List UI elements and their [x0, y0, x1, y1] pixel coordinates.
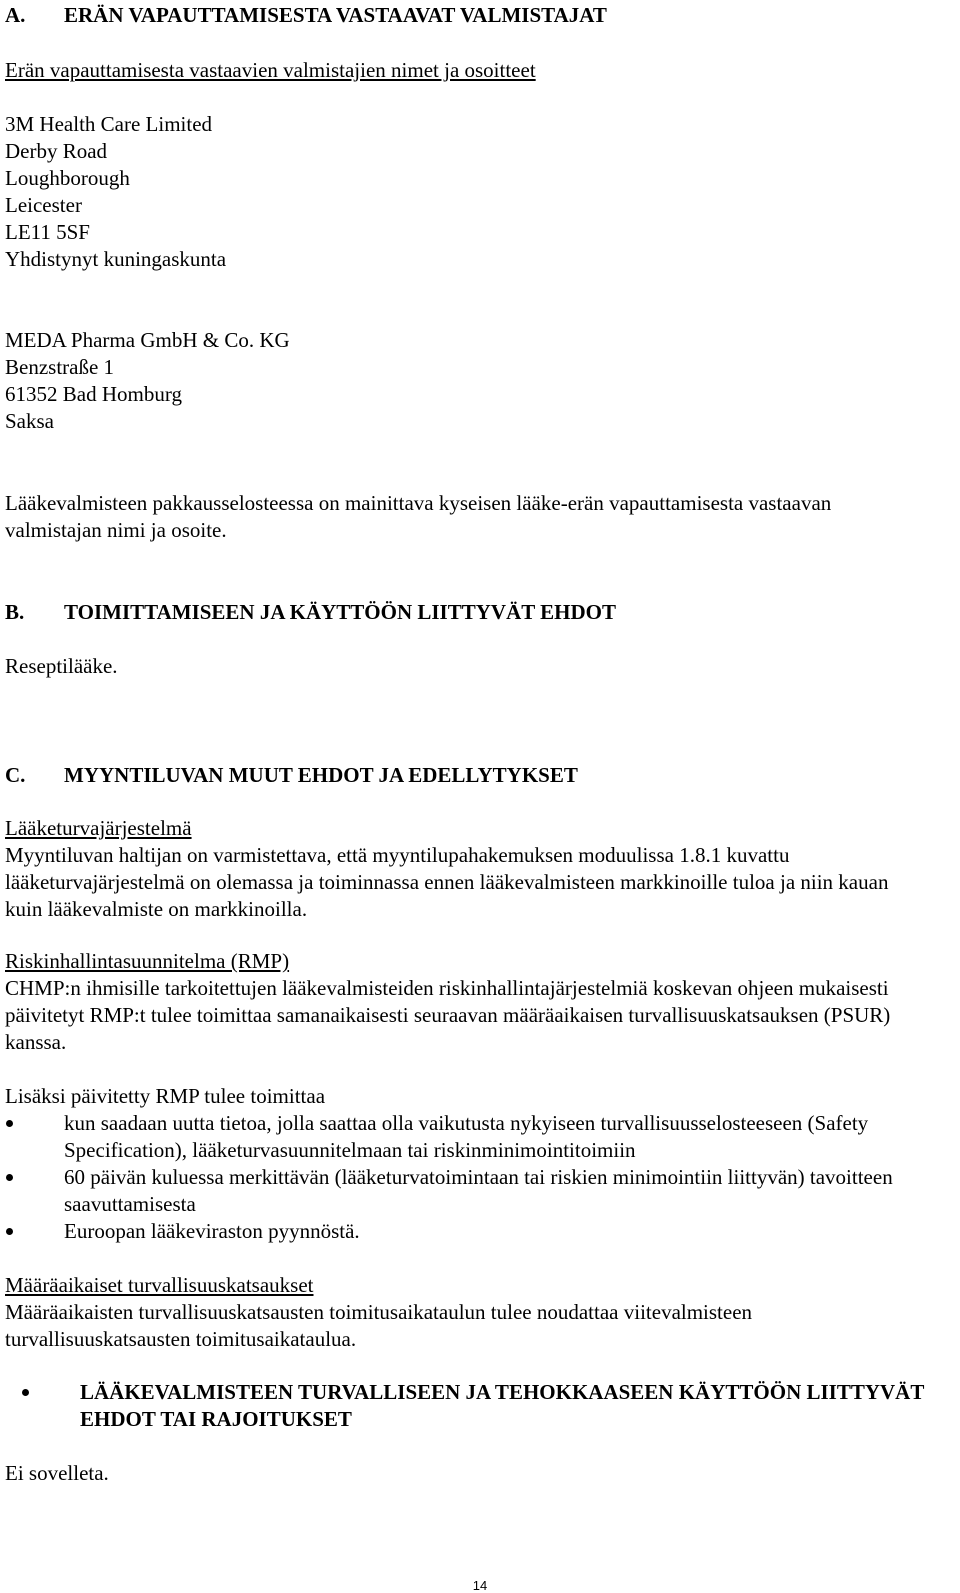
section-a-title: ERÄN VAPAUTTAMISESTA VASTAAVAT VALMISTAJAT	[64, 3, 607, 27]
address-line: Derby Road	[5, 139, 108, 163]
section-b-heading	[5, 599, 940, 626]
address-line: Saksa	[5, 409, 54, 433]
section-a-subheading: Erän vapauttamisesta vastaavien valmistajien nimet ja osoitteet	[5, 58, 536, 82]
rmp-text: CHMP:n ihmisille tarkoitettujen lääkevalmisteiden riskinhallintajärjestelmiä koskevan ohjeen mukaisesti päivitetyt RMP:t tulee toimittaa samanaikaisesti seuraavan määräaikaisen turvallisuuskatsauksen (PSUR) kanssa.	[5, 976, 891, 1054]
section-b-title: TOIMITTAMISEEN JA KÄYTTÖÖN LIITTYVÄT EHDOT	[64, 600, 616, 624]
bullet-icon	[6, 1228, 13, 1235]
manufacturer-2-address	[5, 327, 940, 435]
address-line: Yhdistynyt kuningaskunta	[5, 247, 227, 271]
section-a-letter: A.	[5, 3, 26, 27]
section-c-letter: C.	[5, 763, 26, 787]
section-b-text: Reseptilääke.	[5, 654, 118, 678]
bullet-icon	[6, 1120, 13, 1127]
list-item	[5, 1110, 940, 1164]
address-line: LE11 5SF	[5, 220, 90, 244]
psur-heading: Määräaikaiset turvallisuuskatsaukset	[5, 1273, 314, 1297]
list-item	[5, 1164, 940, 1218]
conditions-title: LÄÄKEVALMISTEEN TURVALLISEEN JA TEHOKKAASEEN KÄYTTÖÖN LIITTYVÄT EHDOT TAI RAJOITUKSET	[80, 1380, 924, 1431]
list-item	[5, 1218, 940, 1245]
rmp-update-intro: Lisäksi päivitetty RMP tulee toimittaa	[5, 1084, 326, 1108]
bullet-icon	[6, 1174, 13, 1181]
section-c-heading	[5, 762, 940, 789]
address-line: Benzstraße 1	[5, 355, 115, 379]
section-c-title: MYYNTILUVAN MUUT EHDOT JA EDELLYTYKSET	[64, 763, 578, 787]
manufacturer-1-address	[5, 111, 940, 273]
psur-text: Määräaikaisten turvallisuuskatsausten toimitusaikataulun tulee noudattaa viitevalmisteen turvallisuuskatsausten toimitusaikataulua.	[5, 1300, 753, 1351]
address-line: MEDA Pharma GmbH & Co. KG	[5, 328, 290, 352]
section-b-letter: B.	[5, 600, 25, 624]
list-item-text: kun saadaan uutta tietoa, jolla saattaa olla vaikutusta nykyiseen turvallisuusselosteeseen (Safety Specification), lääketurvasuunnitelmaan tai riskinminimointitoimiin	[64, 1111, 869, 1162]
page-number: 14	[472, 1578, 488, 1593]
list-item-text: 60 päivän kuluessa merkittävän (lääketurvatoimintaan tai riskien minimointiin liittyvän) tavoitteen saavuttamisesta	[64, 1165, 893, 1216]
address-line: Loughborough	[5, 166, 130, 190]
pv-heading: Lääketurvajärjestelmä	[5, 816, 192, 840]
section-a-heading	[5, 2, 940, 29]
bullet-icon	[22, 1389, 29, 1396]
address-line: 61352 Bad Homburg	[5, 382, 182, 406]
rmp-heading: Riskinhallintasuunnitelma (RMP)	[5, 949, 290, 973]
list-item-text: Euroopan lääkeviraston pyynnöstä.	[64, 1219, 360, 1243]
rmp-update-list	[5, 1110, 940, 1245]
section-a-note: Lääkevalmisteen pakkausselosteessa on mainittava kyseisen lääke-erän vapauttamisesta vastaavan valmistajan nimi ja osoite.	[5, 491, 832, 542]
pv-text: Myyntiluvan haltijan on varmistettava, että myyntilupahakemuksen moduulissa 1.8.1 kuvattu lääketurvajärjestelmä on olemassa ja toiminnassa ennen lääkevalmisteen markkinoille tuloa ja niin kauan kuin lääkevalmiste on markkinoilla.	[5, 843, 889, 921]
conditions-heading-list	[5, 1379, 940, 1433]
address-line: 3M Health Care Limited	[5, 112, 213, 136]
address-line: Leicester	[5, 193, 82, 217]
conditions-heading	[5, 1379, 940, 1433]
conditions-text: Ei sovelleta.	[5, 1461, 109, 1485]
